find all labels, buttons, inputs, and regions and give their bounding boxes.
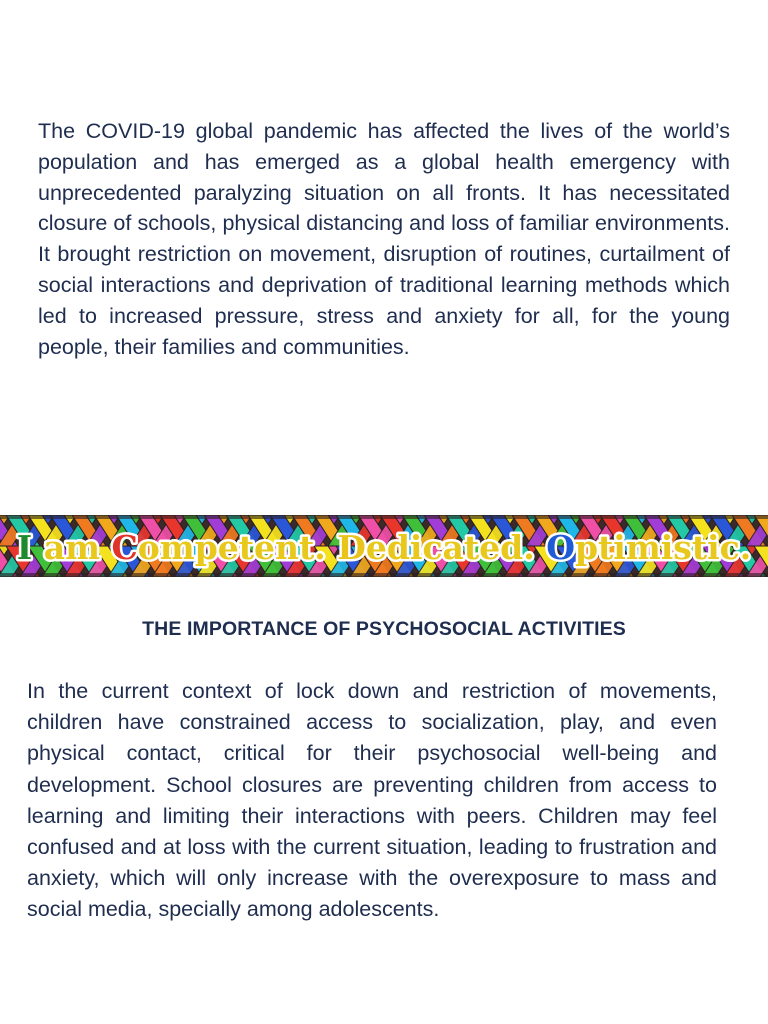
woven-pattern-banner bbox=[0, 515, 768, 577]
motto-word-competent: ompetent. bbox=[137, 528, 338, 567]
motto-initial-d: D bbox=[337, 528, 366, 567]
section-heading: THE IMPORTANCE OF PSYCHOSOCIAL ACTIVITIES bbox=[142, 618, 626, 640]
motto-initial-o: O bbox=[546, 528, 575, 567]
motto-word-dedicated: edicated. bbox=[365, 528, 547, 567]
section-paragraph: In the current context of lock down and restriction of movements, children have constrained access to socialization, play, and even physical contact, critical for their psychosocial well-being and development. School closures are preventing children from access to learning and limiting their interactions with peers. Children may feel confused and at loss with the current situation, leading to frustration and anxiety, which will only increase with the overexposure to mass and social media, specially among adolescents. bbox=[27, 679, 717, 922]
intro-paragraph: The COVID-19 global pandemic has affected the lives of the world’s population and has emerged as a global health emergency with unprecedented paralyzing situation on all fronts. It has necessitated closure of schools, physical distancing and loss of familiar environments. It brought restriction on movement, disruption of routines, curtailment of social interactions and deprivation of traditional learning methods which led to increased pressure, stress and anxiety for all, for the young people, their families and communities. bbox=[38, 119, 730, 359]
motto-banner bbox=[0, 515, 768, 577]
motto-text bbox=[17, 528, 751, 567]
motto-word-optimistic: ptimistic. bbox=[574, 528, 752, 567]
motto-word-am: am bbox=[32, 528, 112, 567]
motto-initial-i: I bbox=[16, 528, 33, 567]
motto-initial-c: C bbox=[111, 528, 138, 567]
